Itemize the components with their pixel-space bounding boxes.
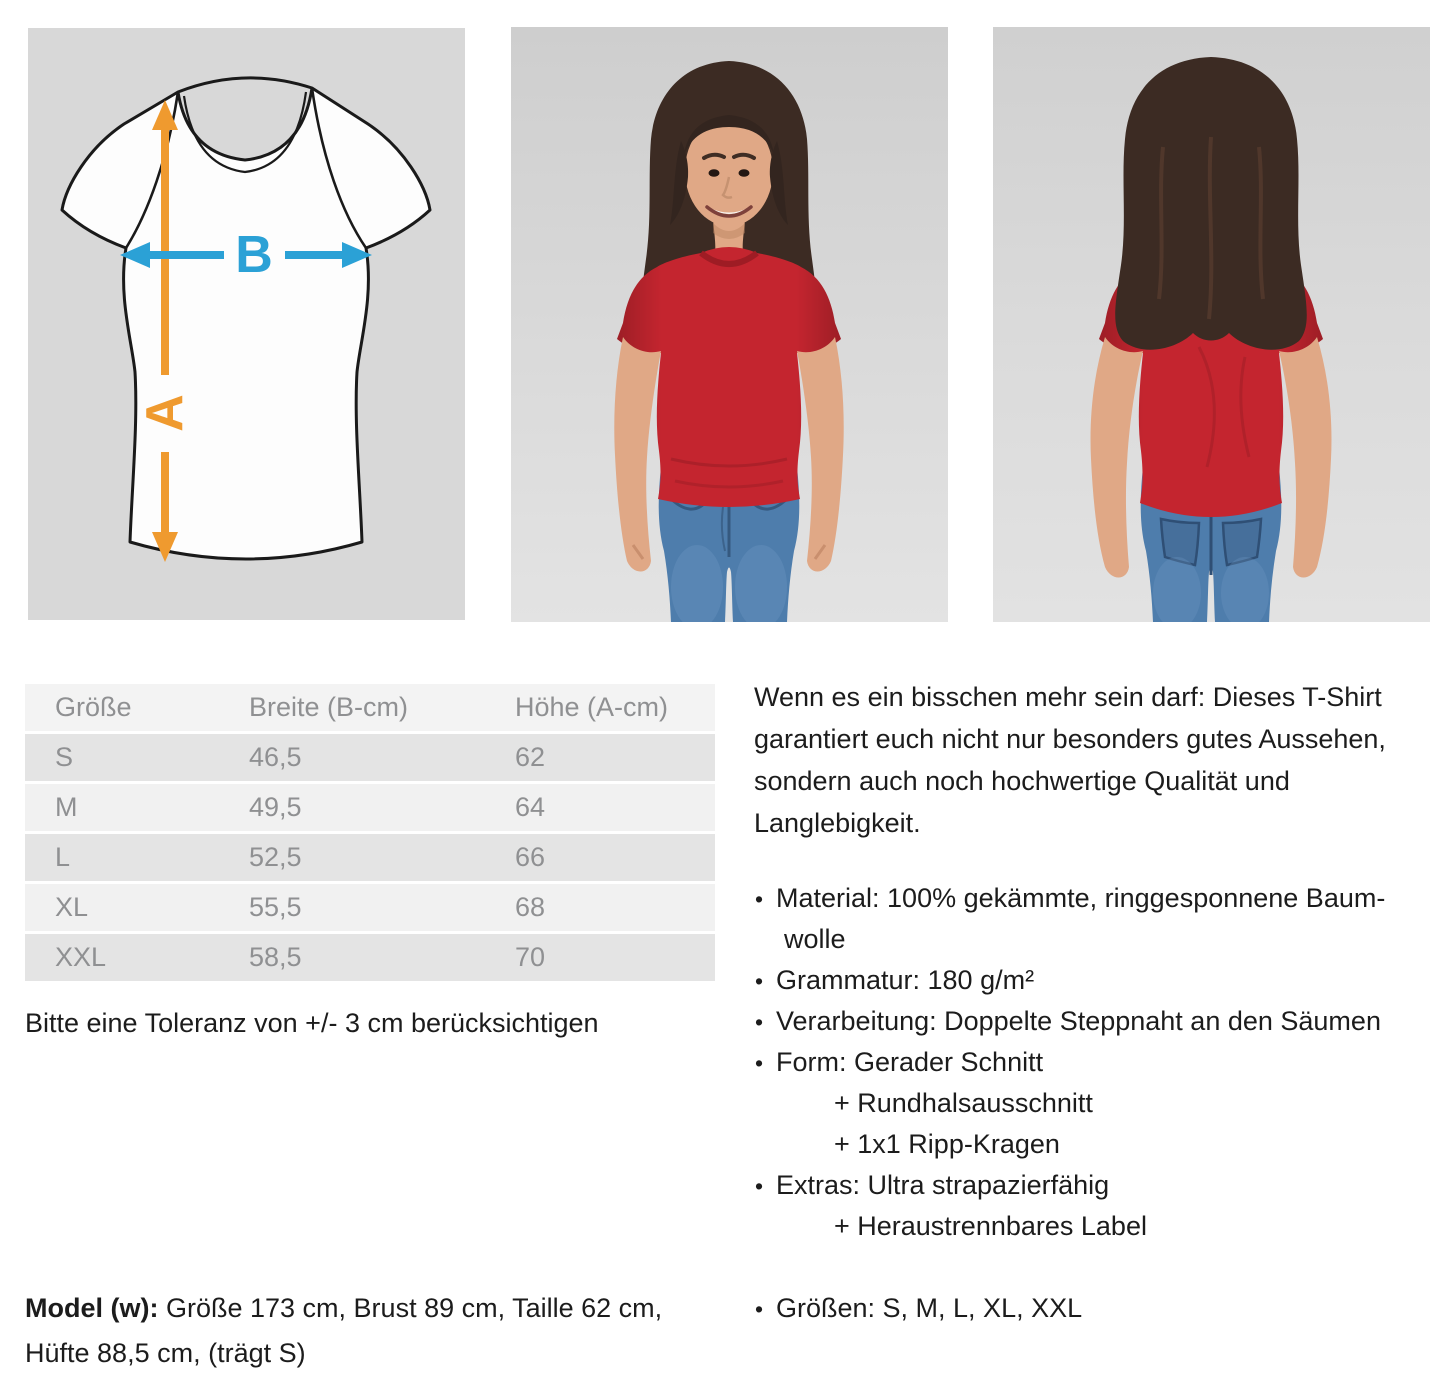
col-header-width: Breite (B-cm) [249, 692, 409, 722]
table-row [25, 784, 715, 831]
model-info-text: Größe 173 cm, Brust 89 cm, Taille 62 cm, Hüfte 88,5 cm, (trägt S) [25, 1293, 663, 1368]
cell-height: 64 [515, 792, 546, 822]
cell-height: 68 [515, 892, 546, 922]
col-header-height: Höhe (A-cm) [515, 692, 669, 722]
cell-size: L [55, 842, 71, 872]
bullet-extras: • Extras: Ultra strapazierfähig + Heraustrennbares Label [754, 1165, 1454, 1247]
cell-size: XL [55, 892, 89, 922]
model-info-label: Model (w): [25, 1293, 159, 1323]
bullet-material: • Material: 100% gekämmte, ringgesponnene Baum- wolle [754, 878, 1454, 960]
size-table [25, 684, 715, 984]
eye-left [709, 169, 720, 177]
tolerance-note: Bitte eine Toleranz von +/- 3 cm berücksichtigen [25, 1008, 599, 1038]
bullet-grammatur: • Grammatur: 180 g/m² [754, 960, 1454, 1001]
model-back-photo [993, 27, 1430, 622]
label-b: B [235, 226, 273, 284]
cell-height: 62 [515, 742, 546, 772]
eye-right [739, 169, 750, 177]
col-header-size: Größe [55, 692, 132, 722]
cell-width: 52,5 [249, 842, 302, 872]
cell-width: 55,5 [249, 892, 302, 922]
model-front-photo [511, 27, 948, 622]
size-diagram-svg [28, 28, 465, 620]
cell-width: 49,5 [249, 792, 302, 822]
cell-size: XXL [55, 942, 107, 972]
table-row [25, 734, 715, 781]
label-a: A [136, 394, 194, 432]
table-row [25, 884, 715, 931]
bullet-form: • Form: Gerader Schnitt + Rundhalsausschnitt + 1x1 Ripp-Kragen [754, 1042, 1454, 1165]
cell-height: 66 [515, 842, 546, 872]
size-table-header-row [25, 684, 715, 731]
cell-height: 70 [515, 942, 546, 972]
description-intro: Wenn es ein bisschen mehr sein darf: Dieses T-Shirt garantiert euch nicht nur besonders gutes Aussehen, sondern auch noch hochwertige Qualität und Langlebigkeit. [754, 682, 1386, 838]
table-row [25, 834, 715, 881]
cell-width: 58,5 [249, 942, 302, 972]
cell-size: S [55, 742, 74, 772]
bullet-verarbeitung: • Verarbeitung: Doppelte Steppnaht an den Säumen [754, 1001, 1454, 1042]
product-description [754, 676, 1454, 1329]
size-diagram [28, 28, 465, 620]
cell-width: 46,5 [249, 742, 302, 772]
hair-back-view [1115, 57, 1307, 350]
model-info [25, 1286, 717, 1376]
bullet-groessen: • Größen: S, M, L, XL, XXL [754, 1288, 1454, 1329]
table-row [25, 934, 715, 981]
cell-size: M [55, 792, 78, 822]
